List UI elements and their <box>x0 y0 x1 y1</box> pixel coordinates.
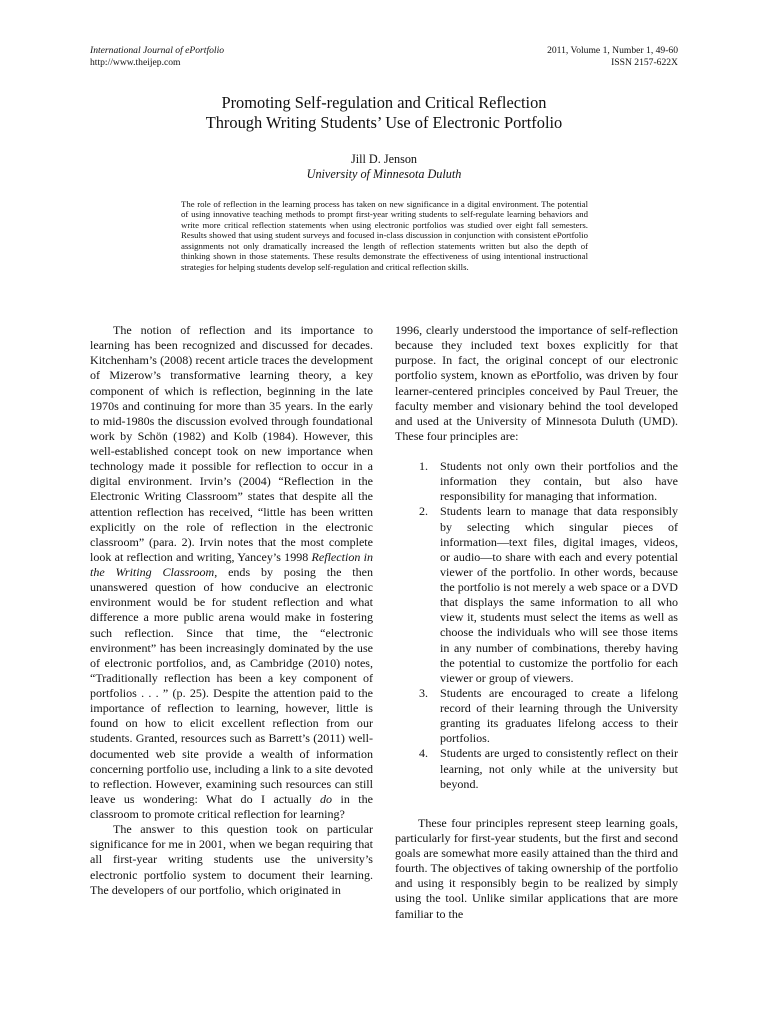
list-item <box>395 686 678 747</box>
journal-name: International Journal of ePortfolio <box>90 45 225 56</box>
abstract: The role of reflection in the learning process has taken on new significance in a digital environment. The potential of using innovative teaching methods to prompt first-year writing students to self-regulate learning behaviors and write more critical reflection statements when using electronic portfolios was studied over eight fall semesters. Results showed that using student surveys and focused in-class discussion in conjunction with consistent ePortfolio assignments not only dramatically increased the length of reflection statements written but also the depth of thinking shown in those statements. These results demonstrate the effectiveness of using intentional instructional strategies for helping students develop self-regulation and critical reflection skills. <box>181 199 588 272</box>
body-paragraph: These four principles represent steep learning goals, particularly for first-year students, but the first and second goals are somewhat more easily attained than the third and fourth. The objectives of taking ownership of the portfolio and using it responsibly begin to be realized by simply using the tool. Unlike similar applications that are more familiar to the <box>395 815 678 921</box>
running-header-right <box>547 45 678 68</box>
volume-info: 2011, Volume 1, Number 1, 49-60 <box>547 45 678 56</box>
list-number: 3. <box>419 685 429 700</box>
list-item-text: Students not only own their portfolios and the information they contain, but also have responsibility for managing that information. <box>440 459 678 504</box>
title-line-2: Through Writing Students’ Use of Electronic Portfolio <box>205 113 563 132</box>
author-affiliation: University of Minnesota Duluth <box>306 167 462 181</box>
intro-text-1: The notion of reflection and its importance to learning has been recognized and discussed for decades. Kitchenham’s (2008) recent article traces the development of Mizerow’s transformative learning theory, a key component of which is reflection, beginning in the late 1970s and continuing for more than 35 years. In the early to mid-1980s the discussion evolved through foundational work by Schön (1982) and Kolb (1984). However, this well-established concept took on new importance when technology made it possible for reflection to occur in a digital environment. Irvin’s (2004) “Reflection in the Electronic Writing Classroom” states that despite all the attention reflection has received, “little has been written explicitly on the role of reflection in the electronic classroom” (para. 2). Irvin notes that the most complete look at reflection and writing, Yancey’s 1998 <box>90 323 373 564</box>
left-column <box>90 323 373 898</box>
running-header-left <box>90 45 224 68</box>
intro-paragraph <box>90 323 373 822</box>
list-number: 1. <box>419 459 429 473</box>
list-item <box>395 504 678 686</box>
emphasis-do: do <box>320 791 333 806</box>
author-block <box>90 152 678 182</box>
issn: ISSN 2157-622X <box>611 56 678 68</box>
list-item-text: Students are encouraged to create a lifelong record of their learning through the University granting its graduates lifelong access to their portfolios. <box>440 685 678 746</box>
paper-title <box>90 93 678 133</box>
intro-text-2: , ends by posing the then unanswered question of how conducive an electronic environment would be for student reflection and what difference a more public arena would make in fostering such reflection. Since that time, the “electronic environment” has been increasingly dominated by the use of electronic portfolios, and, as Cambridge (2010) notes, “Traditionally reflection has been a key component of portfolios . . . ” (p. 25). Despite the attention paid to the importance of reflection to learning, however, little is found on how to elicit excellent reflection from our students. Granted, resources such as Barrett’s (2011) well-documented web site provide a wealth of information concerning portfolio use, including a link to a site devoted to reflection. However, examining such resources can still leave us wondering: What do I actually <box>90 565 373 806</box>
list-item <box>395 459 678 504</box>
intro-text-3: in the classroom to promote critical reflection for learning? <box>90 791 373 821</box>
right-column <box>395 323 678 922</box>
cited-book-title: Reflection in the Writing Classroom <box>90 549 373 579</box>
list-item-text: Students learn to manage that data responsibly by selecting which singular pieces of information—text files, digital images, videos, or audio—to share with each and every potential viewer of the portfolio. In other words, because the portfolio is not merely a web space or a DVD that displays the same information to all who view it, students must select the items as well as choose the individuals who will see those items in any number of combinations, thereby having the potential to customize the portfolio for each viewer or group of viewers. <box>440 504 678 685</box>
list-number: 2. <box>419 504 429 519</box>
principles-list <box>395 459 678 792</box>
title-line-1: Promoting Self-regulation and Critical Reflection <box>221 93 547 112</box>
body-paragraph: The answer to this question took on particular significance for me in 2001, when we began requiring that all first-year writing students use the university’s electronic portfolio system to document their learning. The developers of our portfolio, which originated in <box>90 822 373 897</box>
list-item <box>395 746 678 791</box>
continued-paragraph: 1996, clearly understood the importance of self-reflection because they included text boxes explicitly for that purpose. In fact, the original concept of our electronic portfolio system, known as ePortfolio, was driven by four learner-centered principles conceived by Paul Treuer, the faculty member and visionary behind the tool developed and used at the University of Minnesota Duluth (UMD). These four principles are: <box>395 323 678 443</box>
author-name: Jill D. Jenson <box>350 152 418 166</box>
list-item-text: Students are urged to consistently reflect on their learning, not only while at the university but beyond. <box>440 746 678 791</box>
list-number: 4. <box>419 746 429 761</box>
journal-url: http://www.theijep.com <box>90 56 181 68</box>
